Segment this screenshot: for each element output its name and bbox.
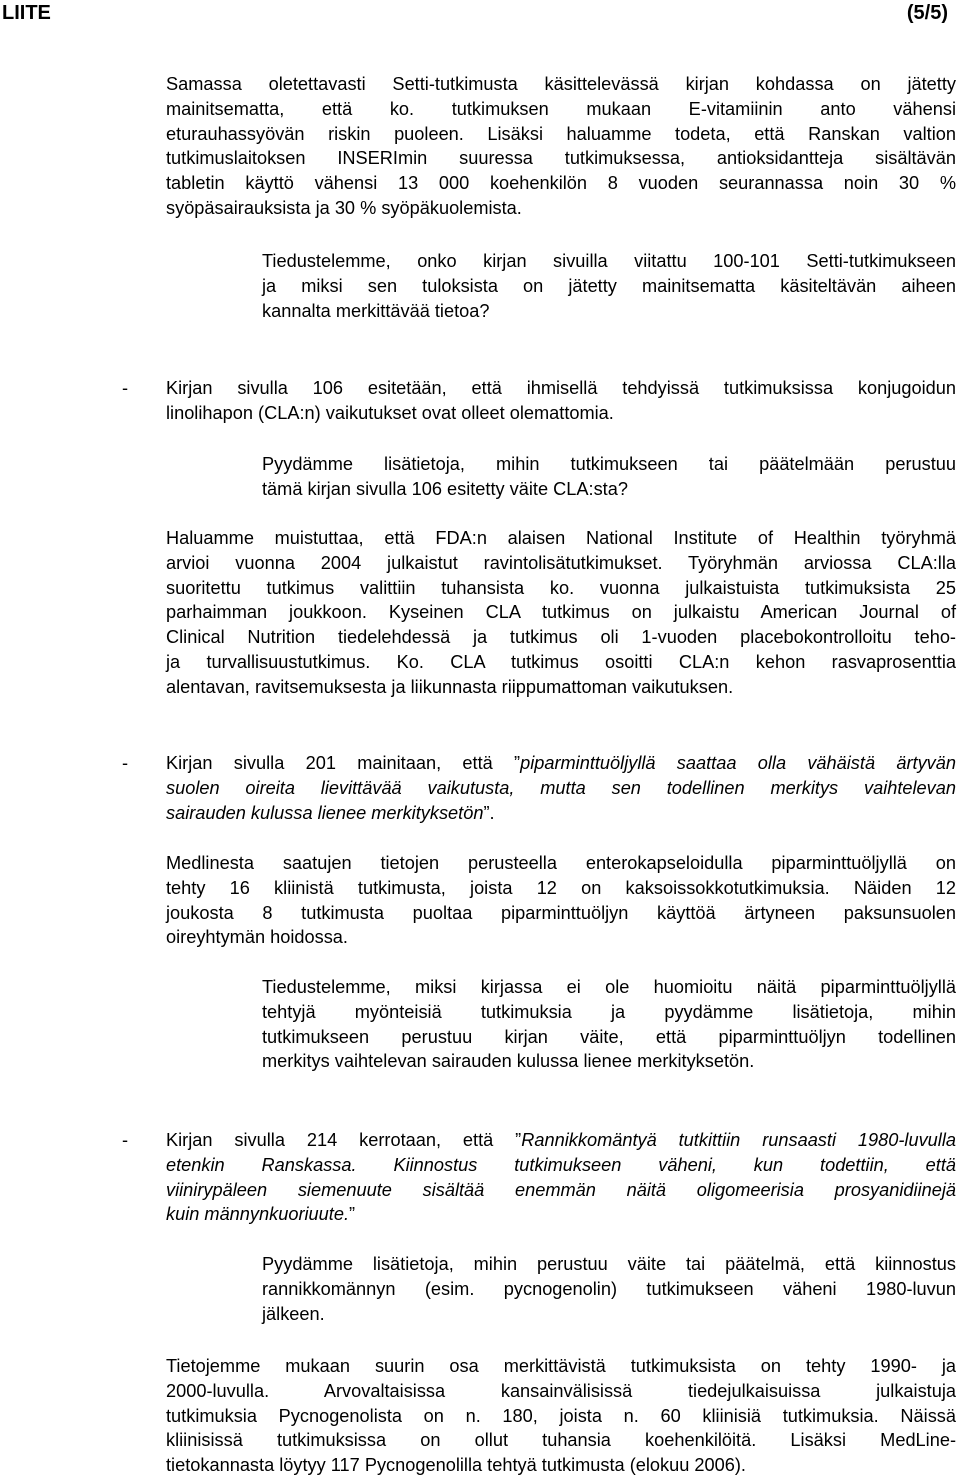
text-line: Pyydämme lisätietoja, mihin tutkimukseen tai päätelmään perustuu: [262, 454, 956, 474]
text-line: Tiedustelemme, onko kirjan sivuilla viitattu 100-101 Setti-tutkimukseen: [262, 251, 956, 271]
text-line: tämä kirjan sivulla 106 esitetty väite CLA:sta?: [262, 478, 628, 499]
text-line: merkitys vaihtelevan sairauden kulussa lienee merkityksetön.: [262, 1051, 755, 1072]
text-line: [166, 1202, 956, 1227]
text-line: jälkeen.: [262, 1303, 325, 1324]
text-line: alentavan, ravitsemuksesta ja liikunnasta riippumattoman vaikutuksen.: [166, 676, 734, 697]
text-line: Clinical Nutrition tiedelehdessä ja tutkimus oli 1-vuoden placebokontrolloitu teho-: [166, 627, 956, 648]
text-line: tabletin käyttö vähensi 13 000 koehenkilön 8 vuoden seurannassa noin 30 %: [166, 173, 956, 194]
text-line: tietokannasta löytyy 117 Pycnogenolilla tehtyä tutkimusta (elokuu 2006).: [166, 1455, 746, 1476]
text-line: tehtyjä myönteisiä tutkimuksia ja pyydämme lisätietoja, mihin: [262, 1001, 956, 1022]
list-dash: -: [122, 378, 129, 398]
text-line: joukosta 8 tutkimusta puoltaa piparminttuöljyn käyttöä ärtyneen paksunsuolen: [166, 902, 956, 923]
quote-text: viinirypäleen siemenuute sisältää enemmän näitä oligomeerisia prosyanidiinejä: [166, 1179, 956, 1200]
header-label: LIITE: [2, 2, 51, 24]
text-line: ja miksi sen tuloksista on jätetty mainitsematta käsiteltävän aiheen: [262, 275, 956, 296]
question-setti: [262, 249, 956, 323]
text-line: linolihapon (CLA:n) vaikutukset ovat olleet olemattomia.: [166, 402, 614, 423]
text-line: arvioi vuonna 2004 julkaistut ravintolisätutkimukset. Työryhmän arviossa CLA:lla: [166, 552, 956, 573]
list-dash: -: [122, 1130, 129, 1150]
text-line: syöpäsairauksista ja 30 % syöpäkuolemista.: [166, 197, 522, 218]
text-line: [166, 801, 956, 826]
paragraph-fda: [166, 526, 956, 700]
quote-text: suolen oireita lievittävää vaikutusta, mutta sen todellinen merkitys vaihtelevan: [166, 777, 956, 798]
question-peppermint: [262, 975, 956, 1074]
list-item-cla: [166, 376, 956, 426]
question-cla: [262, 452, 956, 502]
text-line: oireyhtymän hoidossa.: [166, 927, 348, 948]
text-line: parhaimman joukkoon. Kyseinen CLA tutkimus on julkaistu American Journal of: [166, 602, 956, 623]
paragraph-pycnogenol: [166, 1354, 956, 1478]
quote-close: ”.: [483, 802, 495, 823]
list-item-pine-bark: [166, 1128, 956, 1227]
quote-text: Rannikkomäntyä tutkittiin runsaasti 1980-luvulla: [521, 1130, 956, 1150]
paragraph-medline: [166, 851, 956, 950]
list-dash: -: [122, 753, 129, 773]
text-line: Medlinesta saatujen tietojen perusteella enterokapseloidulla piparminttuöljyllä on: [166, 853, 956, 873]
text-line: eturauhassyövän riskin puoleen. Lisäksi haluamme todeta, että Ranskan valtion: [166, 123, 956, 144]
text-line: [166, 1128, 956, 1153]
quote-intro: Kirjan sivulla 214 kerrotaan, että ”: [166, 1130, 522, 1150]
page-number: (5/5): [906, 2, 948, 24]
text-line: Tietojemme mukaan suurin osa merkittävistä tutkimuksista on tehty 1990- ja: [166, 1356, 956, 1376]
text-line: tehty 16 kliinistä tutkimusta, joista 12 on kaksoissokkotutkimuksia. Näiden 12: [166, 877, 956, 898]
question-pine-bark: [262, 1252, 956, 1326]
text-line: [166, 751, 956, 776]
text-line: Tiedustelemme, miksi kirjassa ei ole huomioitu näitä piparminttuöljyllä: [262, 977, 956, 997]
list-item-peppermint: [166, 751, 956, 825]
quote-text: sairauden kulussa lienee merkityksetön: [166, 802, 484, 823]
text-line: ja turvallisuustutkimus. Ko. CLA tutkimus osoitti CLA:n kehon rasvaprosenttia: [166, 651, 956, 672]
text-line: kliinisissä tutkimuksissa on ollut tuhansia koehenkilöitä. Lisäksi MedLine-: [166, 1430, 956, 1451]
text-line: mainitsematta, että ko. tutkimuksen mukaan E-vitamiinin anto vähensi: [166, 98, 956, 119]
quote-text: piparminttuöljyllä saattaa olla vähäistä ärtyvän: [520, 753, 956, 773]
text-line: Pyydämme lisätietoja, mihin perustuu väite tai päätelmä, että kiinnostus: [262, 1254, 956, 1274]
text-line: 2000-luvulla. Arvovaltaisissa kansainvälisissä tiedejulkaisuissa julkaistuja: [166, 1380, 956, 1401]
text-line: tutkimuslaitoksen INSERImin suuressa tutkimuksessa, antioksidantteja sisältävän: [166, 148, 956, 169]
paragraph-setti: [166, 72, 956, 221]
text-line: Samassa oletettavasti Setti-tutkimusta käsittelevässä kirjan kohdassa on jätetty: [166, 74, 956, 94]
text-line: kannalta merkittävää tietoa?: [262, 300, 490, 321]
quote-close: ”: [349, 1204, 356, 1225]
quote-text: kuin männynkuoriuute.: [166, 1204, 349, 1225]
text-line: suoritettu tutkimus valittiin tuhansista ko. vuonna julkaistuista tutkimuksista 25: [166, 577, 956, 598]
text-line: tutkimuksia Pycnogenolista on n. 180, joista n. 60 kliinisiä tutkimuksia. Näissä: [166, 1405, 956, 1426]
text-line: Kirjan sivulla 106 esitetään, että ihmisellä tehdyissä tutkimuksissa konjugoidun: [166, 378, 956, 398]
quote-text: etenkin Ranskassa. Kiinnostus tutkimukseen väheni, kun todettiin, että: [166, 1154, 956, 1175]
text-line: tutkimukseen perustuu kirjan väite, että piparminttuöljyn todellinen: [262, 1026, 956, 1047]
quote-intro: Kirjan sivulla 201 mainitaan, että ”: [166, 753, 521, 773]
text-line: rannikkomännyn (esim. pycnogenolin) tutkimukseen väheni 1980-luvun: [262, 1278, 956, 1299]
text-line: Haluamme muistuttaa, että FDA:n alaisen National Institute of Healthin työryhmä: [166, 528, 956, 548]
